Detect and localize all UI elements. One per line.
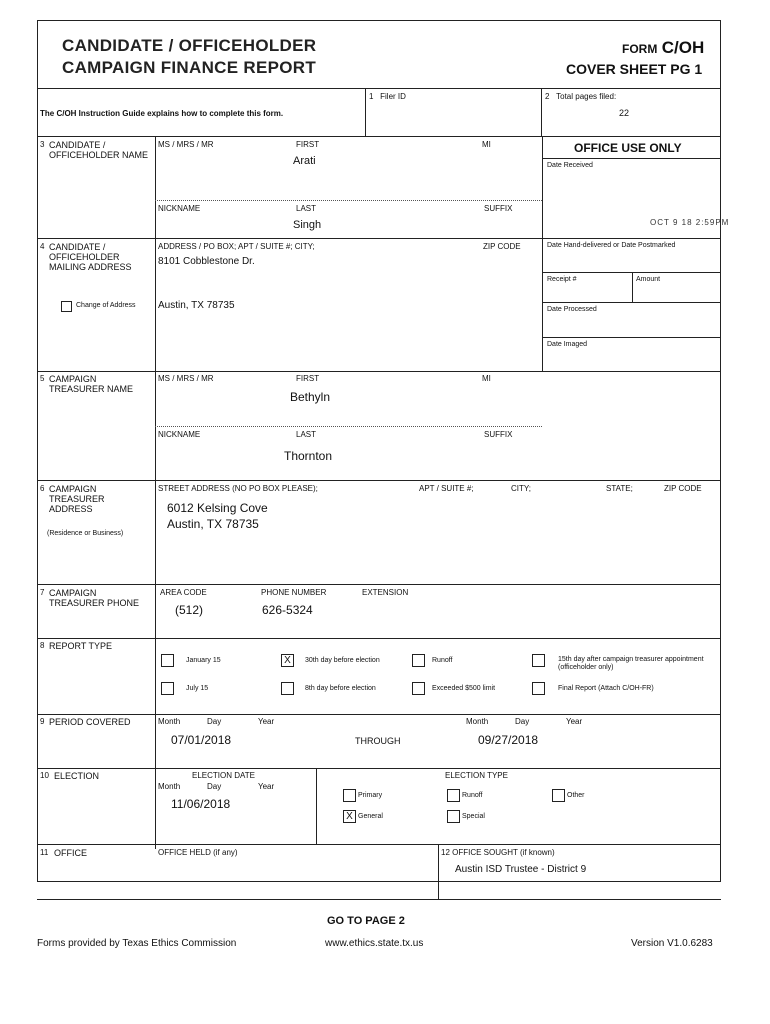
sec4-label: CANDIDATE / OFFICEHOLDER MAILING ADDRESS	[49, 242, 132, 272]
sec5-num: 5	[40, 374, 45, 383]
sec10-num: 10	[40, 771, 49, 780]
period-from-year-label: Year	[258, 717, 275, 726]
sec5-nickname-label: NICKNAME	[158, 430, 201, 439]
sec5-last-label: LAST	[296, 430, 317, 439]
area-code-label: AREA CODE	[160, 588, 207, 597]
form-prefix: FORM	[622, 42, 658, 56]
election-date-value[interactable]: 11/06/2018	[171, 797, 231, 811]
election-year-label: Year	[258, 782, 275, 791]
period-to-year-label: Year	[566, 717, 583, 726]
exceeded-500-checkbox[interactable]	[412, 682, 425, 695]
period-from-day-label: Day	[207, 717, 222, 726]
election-date-label: ELECTION DATE	[192, 771, 255, 780]
treasurer-address-line1[interactable]: 6012 Kelsing Cove	[167, 501, 268, 515]
special-label: Special	[462, 813, 485, 820]
sec3-last-label: LAST	[296, 204, 317, 213]
sec5-first-label: FIRST	[296, 374, 320, 383]
period-from-value[interactable]: 07/01/2018	[171, 733, 232, 747]
title-line-1: CANDIDATE / OFFICEHOLDER	[62, 36, 317, 55]
sec11-num: 11	[40, 848, 49, 857]
final-report-label: Final Report (Attach C/OH-FR)	[558, 685, 654, 692]
runoff-election-label: Runoff	[462, 792, 483, 799]
filer-id-label: 1 Filer ID	[369, 92, 406, 101]
sec9-num: 9	[40, 717, 45, 726]
cover-sheet-label: COVER SHEET PG 1	[566, 61, 703, 77]
30th-day-checkbox[interactable]: X	[281, 654, 294, 667]
area-code-value[interactable]: (512)	[175, 603, 204, 617]
form-code	[622, 38, 704, 58]
july-15-checkbox[interactable]	[161, 682, 174, 695]
period-to-value[interactable]: 09/27/2018	[478, 733, 539, 747]
receipt-label: Receipt #	[547, 276, 577, 283]
treasurer-last-name[interactable]: Thornton	[284, 449, 333, 463]
january-15-checkbox[interactable]	[161, 654, 174, 667]
runoff-report-checkbox[interactable]	[412, 654, 425, 667]
sec3-first-label: FIRST	[296, 140, 320, 149]
15th-day-checkbox[interactable]	[532, 654, 545, 667]
sec3-suffix-label: SUFFIX	[484, 204, 513, 213]
total-pages-label: 2 Total pages filed:	[545, 92, 617, 101]
received-stamp: OCT 9 18 2:59PM	[650, 218, 730, 227]
sec3-title-label: MS / MRS / MR	[158, 140, 214, 149]
sec8-label: REPORT TYPE	[49, 641, 113, 651]
change-of-address-checkbox[interactable]	[61, 301, 72, 312]
phone-number-value[interactable]: 626-5324	[262, 603, 313, 617]
footer-version: Version V1.0.6283	[631, 938, 713, 949]
sec3-nickname-label: NICKNAME	[158, 204, 201, 213]
date-processed-label: Date Processed	[547, 306, 597, 313]
change-of-address-label: Change of Address	[76, 302, 136, 309]
sec3-num: 3	[40, 140, 45, 149]
period-to-month-label: Month	[466, 717, 489, 726]
sec3-mi-label: MI	[482, 140, 491, 149]
sec6-label: CAMPAIGN TREASURER ADDRESS	[49, 484, 105, 514]
30th-day-label: 30th day before election	[305, 657, 380, 664]
candidate-first-name[interactable]: Arati	[293, 155, 316, 167]
total-pages-value: 22	[619, 108, 630, 118]
sec5-suffix-label: SUFFIX	[484, 430, 513, 439]
other-checkbox[interactable]	[552, 789, 565, 802]
office-sought-value[interactable]: Austin ISD Trustee - District 9	[455, 864, 587, 875]
runoff-report-label: Runoff	[432, 657, 453, 664]
sec5-label: CAMPAIGN TREASURER NAME	[49, 374, 134, 394]
amount-label: Amount	[636, 276, 661, 283]
sec6-num: 6	[40, 484, 45, 493]
sec6-state-label: STATE;	[606, 484, 633, 493]
sec6-apt-label: APT / SUITE #;	[419, 484, 474, 493]
instructions-text: The C/OH Instruction Guide explains how to complete this form.	[40, 109, 284, 118]
sec4-fields-label: ADDRESS / PO BOX; APT / SUITE #; CITY;	[158, 242, 315, 251]
office-held-label: OFFICE HELD (if any)	[158, 848, 238, 857]
candidate-address-line2[interactable]: Austin, TX 78735	[158, 300, 235, 311]
15th-day-label: 15th day after campaign treasurer appointment (officeholder only)	[558, 656, 704, 671]
sec11-label: OFFICE	[54, 848, 87, 858]
sec4-zip-label: ZIP CODE	[483, 242, 521, 251]
title-line-2: CAMPAIGN FINANCE REPORT	[62, 58, 317, 77]
primary-label: Primary	[358, 792, 383, 799]
8th-day-label: 8th day before election	[305, 685, 376, 692]
sec6-zip-label: ZIP CODE	[664, 484, 702, 493]
period-from-month-label: Month	[158, 717, 181, 726]
office-use-title: OFFICE USE ONLY	[574, 141, 682, 155]
sec5-title-label: MS / MRS / MR	[158, 374, 214, 383]
general-checkbox[interactable]: X	[343, 810, 356, 823]
sec3-label: CANDIDATE / OFFICEHOLDER NAME	[49, 140, 149, 160]
sec6-fields-label: STREET ADDRESS (NO PO BOX PLEASE);	[158, 484, 318, 493]
sec6-sub-label: (Residence or Business)	[47, 530, 124, 537]
extension-label: EXTENSION	[362, 588, 409, 597]
general-label: General	[358, 813, 383, 820]
sec8-num: 8	[40, 641, 45, 650]
primary-checkbox[interactable]	[343, 789, 356, 802]
treasurer-first-name[interactable]: Bethyln	[290, 390, 331, 404]
runoff-election-checkbox[interactable]	[447, 789, 460, 802]
other-label: Other	[567, 792, 585, 799]
period-to-day-label: Day	[515, 717, 530, 726]
sec4-num: 4	[40, 242, 45, 251]
exceeded-500-label: Exceeded $500 limit	[432, 685, 496, 692]
go-to-page-2: GO TO PAGE 2	[327, 915, 405, 927]
through-label: THROUGH	[355, 736, 401, 746]
election-month-label: Month	[158, 782, 181, 791]
footer-left: Forms provided by Texas Ethics Commission	[37, 938, 237, 949]
footer-url: www.ethics.state.tx.us	[325, 938, 424, 949]
election-type-label: ELECTION TYPE	[445, 771, 508, 780]
phone-number-label: PHONE NUMBER	[261, 588, 327, 597]
hand-delivered-label: Date Hand-delivered or Date Postmarked	[547, 242, 676, 249]
sec6-city-label: CITY;	[511, 484, 531, 493]
sec5-mi-label: MI	[482, 374, 491, 383]
july-15-label: July 15	[186, 685, 209, 692]
date-received-label: Date Received	[547, 162, 593, 169]
candidate-last-name[interactable]: Singh	[293, 219, 322, 231]
candidate-address-line1[interactable]: 8101 Cobblestone Dr.	[158, 256, 255, 267]
january-15-label: January 15	[186, 657, 221, 664]
form-code-value: C/OH	[661, 38, 705, 57]
office-sought-label: 12 OFFICE SOUGHT (if known)	[441, 848, 555, 857]
8th-day-checkbox[interactable]	[281, 682, 294, 695]
sec7-num: 7	[40, 588, 45, 597]
sec7-label: CAMPAIGN TREASURER PHONE	[49, 588, 140, 608]
election-day-label: Day	[207, 782, 222, 791]
sec9-label: PERIOD COVERED	[49, 717, 131, 727]
treasurer-address-line2[interactable]: Austin, TX 78735	[167, 517, 259, 531]
sec10-label: ELECTION	[54, 771, 100, 781]
date-imaged-label: Date Imaged	[547, 341, 588, 348]
special-checkbox[interactable]	[447, 810, 460, 823]
final-report-checkbox[interactable]	[532, 682, 545, 695]
